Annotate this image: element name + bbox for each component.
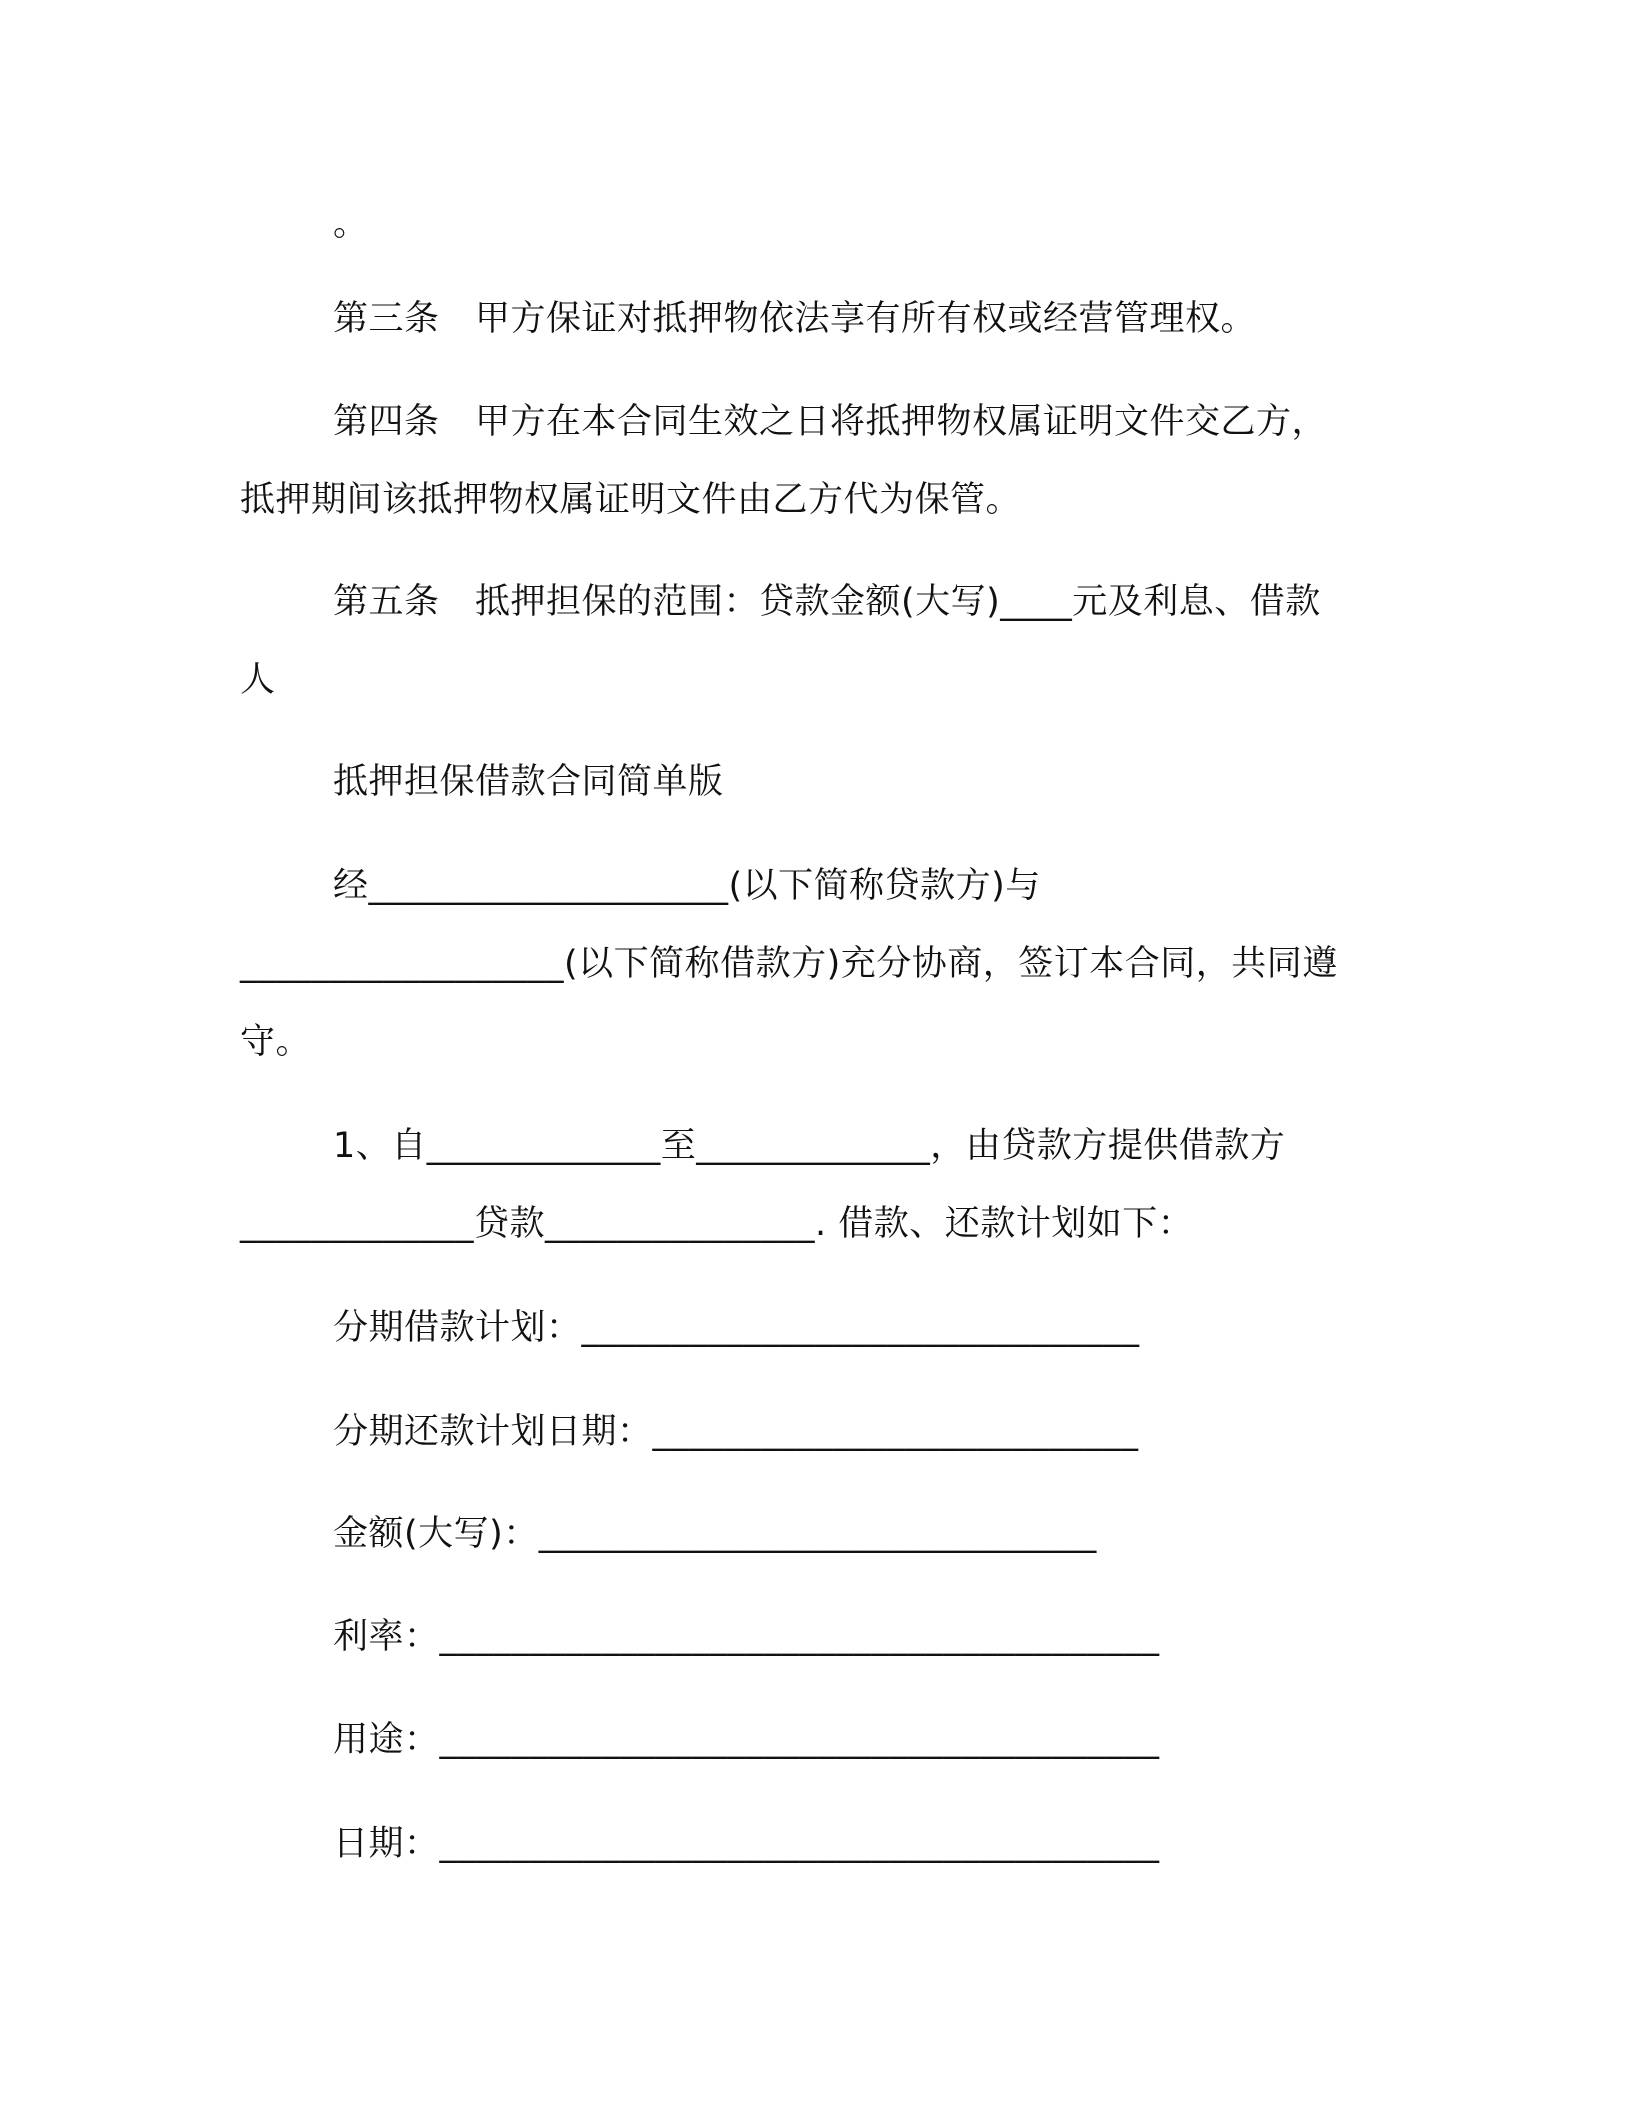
interest-rate: 利率：________________________________________ xyxy=(333,1617,1160,1657)
installment-repay-date: 分期还款计划日期：___________________________ xyxy=(333,1412,1139,1452)
article-four-line-1: 第四条 甲方在本合同生效之日将抵押物权属证明文件交乙方， xyxy=(333,402,1328,442)
clause-one-line-1: 1、自_____________至_____________，由贷款方提供借款方 xyxy=(333,1126,1286,1166)
date: 日期：________________________________________ xyxy=(333,1824,1160,1864)
installment-borrow-plan: 分期借款计划：_______________________________ xyxy=(333,1308,1140,1348)
article-five-line-2: 人 xyxy=(240,660,276,700)
article-three: 第三条 甲方保证对抵押物依法享有所有权或经营管理权。 xyxy=(333,299,1257,339)
preamble-line-1: 经____________________(以下简称贷款方)与 xyxy=(333,866,1041,906)
clause-one-line-2: _____________贷款_______________. 借款、还款计划如下： xyxy=(240,1204,1194,1244)
amount-in-words: 金额(大写)：_______________________________ xyxy=(333,1514,1097,1554)
contract-title: 抵押担保借款合同简单版 xyxy=(333,762,724,802)
purpose: 用途：________________________________________ xyxy=(333,1720,1160,1760)
preamble-line-2: __________________(以下简称借款方)充分协商，签订本合同，共同遵 xyxy=(240,944,1338,984)
paragraph-fragment-period: 。 xyxy=(333,204,369,244)
article-five-line-1: 第五条 抵押担保的范围：贷款金额(大写)____元及利息、借款 xyxy=(333,582,1321,622)
article-four-line-2: 抵押期间该抵押物权属证明文件由乙方代为保管。 xyxy=(240,480,1022,520)
preamble-line-3: 守。 xyxy=(240,1022,312,1062)
